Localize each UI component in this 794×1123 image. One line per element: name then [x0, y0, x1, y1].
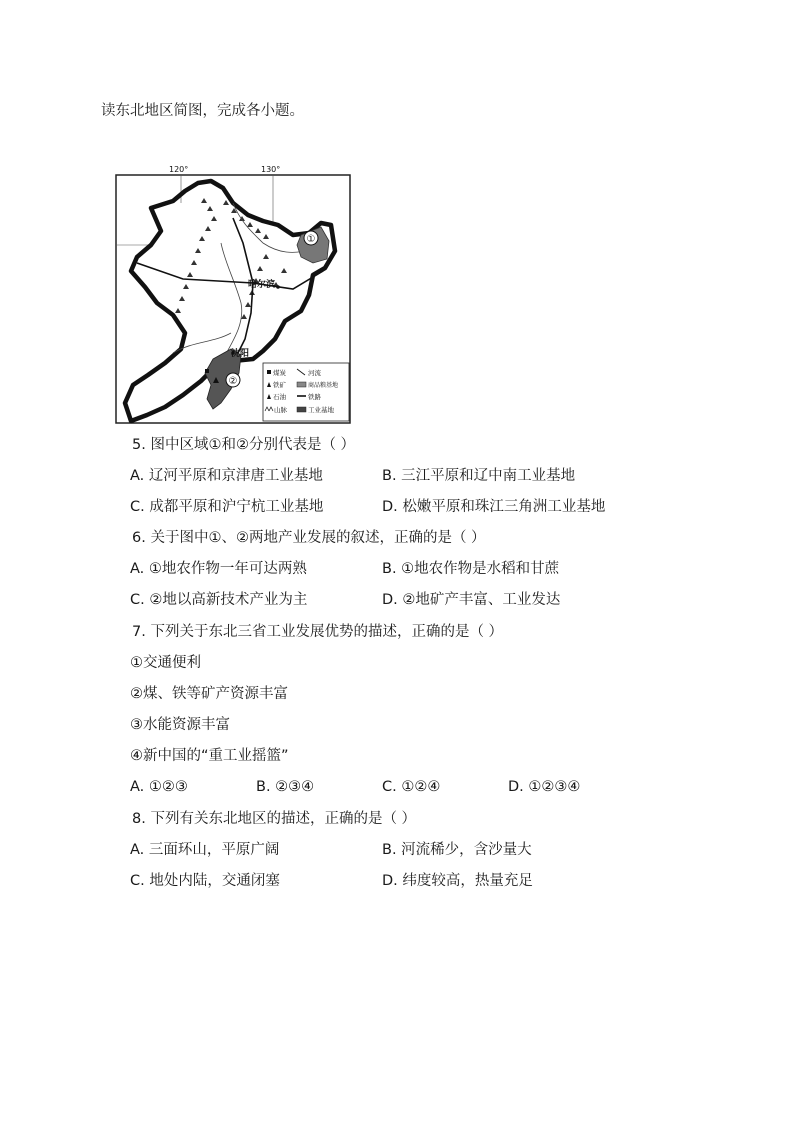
- q6-option-c: C. ②地以高新技术产业为主: [130, 592, 308, 608]
- q6-option-d: D. ②地矿产丰富、工业发达: [382, 592, 561, 608]
- northeast-china-map: [113, 163, 353, 425]
- lon-label-120: 120°: [169, 165, 189, 174]
- legend-coal-symbol: [267, 370, 271, 374]
- q8-option-b: B. 河流稀少，含沙量大: [382, 842, 532, 858]
- map-legend: [263, 363, 349, 421]
- coal-symbol: [205, 369, 209, 373]
- region-2-label: ②: [228, 376, 238, 387]
- question-6-stem: 6. 关于图中①、②两地产业发展的叙述，正确的是（ ）: [132, 530, 486, 546]
- q8-option-a: A. 三面环山，平原广阔: [130, 842, 280, 858]
- legend-railway-label: 铁路: [308, 393, 321, 401]
- legend-coal-label: 煤炭: [273, 369, 286, 377]
- question-5-stem: 5. 图中区域①和②分别代表是（ ）: [132, 437, 356, 453]
- q5-option-d: D. 松嫩平原和珠江三角洲工业基地: [382, 499, 606, 515]
- legend-industry-label: 工业基地: [308, 406, 334, 414]
- harbin-marker: [276, 285, 280, 289]
- q6-option-b: B. ①地农作物是水稻和甘蔗: [382, 561, 560, 577]
- question-7-stem: 7. 下列关于东北三省工业发展优势的描述，正确的是（ ）: [132, 624, 504, 640]
- q8-option-d: D. 纬度较高，热量充足: [382, 873, 533, 889]
- legend-mountain-label: 山脉: [274, 406, 287, 414]
- legend-industry-symbol: [297, 407, 306, 412]
- q7-item-1: ①交通便利: [130, 655, 201, 671]
- legend-iron-label: 铁矿: [273, 381, 286, 389]
- legend-grain-symbol: [297, 382, 306, 387]
- region-1-label: ①: [306, 234, 316, 245]
- q7-item-2: ②煤、铁等矿产资源丰富: [130, 686, 288, 702]
- question-8-stem: 8. 下列有关东北地区的描述，正确的是（ ）: [132, 811, 417, 827]
- lon-label-130: 130°: [261, 165, 281, 174]
- legend-oil-label: 石油: [273, 393, 286, 401]
- q7-option-b: B. ②③④: [256, 779, 315, 795]
- q7-option-c: C. ①②④: [382, 779, 441, 795]
- q8-option-c: C. 地处内陆，交通闭塞: [130, 873, 280, 889]
- q7-item-3: ③水能资源丰富: [130, 717, 230, 733]
- legend-grain-label: 商品粮基地: [308, 382, 339, 389]
- q7-option-a: A. ①②③: [130, 779, 188, 795]
- q5-option-b: B. 三江平原和辽中南工业基地: [382, 468, 576, 484]
- q7-item-4: ④新中国的“重工业摇篮”: [130, 748, 289, 764]
- q5-option-a: A. 辽河平原和京津唐工业基地: [130, 468, 323, 484]
- q5-option-c: C. 成都平原和沪宁杭工业基地: [130, 499, 324, 515]
- q7-option-d: D. ①②③④: [508, 779, 581, 795]
- q6-option-a: A. ①地农作物一年可达两熟: [130, 561, 307, 577]
- city-harbin: 哈尔滨: [248, 280, 276, 290]
- legend-river-label: 河流: [308, 369, 321, 377]
- intro-text: 读东北地区简图，完成各小题。: [101, 103, 304, 119]
- city-shenyang: 沈阳: [231, 349, 250, 359]
